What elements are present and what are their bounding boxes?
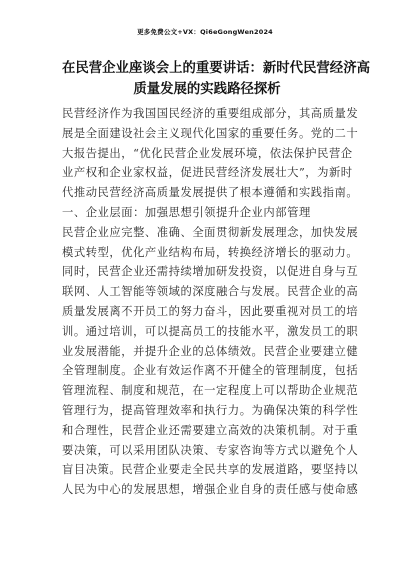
body-line: 管理流程、制度和规范，在一定程度上可以帮助企业规范 xyxy=(62,384,359,398)
body-line: 管理行为，提高管理效率和执行力。为确保决策的科学性 xyxy=(62,403,359,417)
body-line: 展是全面建设社会主义现代化国家的重要任务。党的二十 xyxy=(62,126,359,140)
body-line: 盲目决策。民营企业要走全民共享的发展道路，要坚持以 xyxy=(62,463,359,477)
body-line: 全管理制度。企业有效运作离不开健全的管理制度，包括 xyxy=(62,364,359,378)
body-line: 民营经济作为我国国民经济的重要组成部分，其高质量发 xyxy=(62,107,359,120)
body-line: 大报告提出，“优化民营企业发展环境，依法保护民营企 xyxy=(62,146,353,160)
document-title xyxy=(62,58,370,100)
title-line-1: 在民营企业座谈会上的重要讲话：新时代民营经济高 xyxy=(62,61,370,76)
body-line: 联网、人工智能等领域的深度融合与发展。民营企业的高 xyxy=(62,285,359,299)
title-line-2: 质量发展的实践路径探析 xyxy=(133,82,281,97)
body-line: 同时，民营企业还需持续增加研发投资，以促进自身与互 xyxy=(62,265,359,279)
body-line: 和合理性，民营企业还需要建立高效的决策机制。对于重 xyxy=(62,423,359,437)
body-line: 人民为中心的发展思想，增强企业自身的责任感与使命感 xyxy=(62,483,359,497)
section-heading: 一、企业层面：加强思想引领提升企业内部管理 xyxy=(62,205,311,219)
body-line: 模式转型，优化产业结构布局，转换经济增长的驱动力。 xyxy=(62,245,359,259)
body-line: 代推动民营经济高质量发展提供了根本遵循和实践指南。 xyxy=(62,186,359,200)
body-line: 业产权和企业家权益，促进民营经济发展壮大”，为新时 xyxy=(62,166,353,180)
body-line: 质量发展离不开员工的努力奋斗，因此要重视对员工的培 xyxy=(62,304,359,318)
body-line: 训。通过培训，可以提高员工的技能水平，激发员工的职 xyxy=(62,324,359,338)
body-line: 业发展潜能，并提升企业的总体绩效。民营企业要建立健 xyxy=(62,344,359,358)
body-line: 民营企业应完整、准确、全面贯彻新发展理念，加快发展 xyxy=(62,225,359,239)
document-body xyxy=(62,104,359,500)
body-line: 要决策，可以采用团队决策、专家咨询等方式以避免个人 xyxy=(62,443,359,457)
header-note: 更多免费公文+VX：Qi6eGongWen2024 xyxy=(137,28,273,36)
